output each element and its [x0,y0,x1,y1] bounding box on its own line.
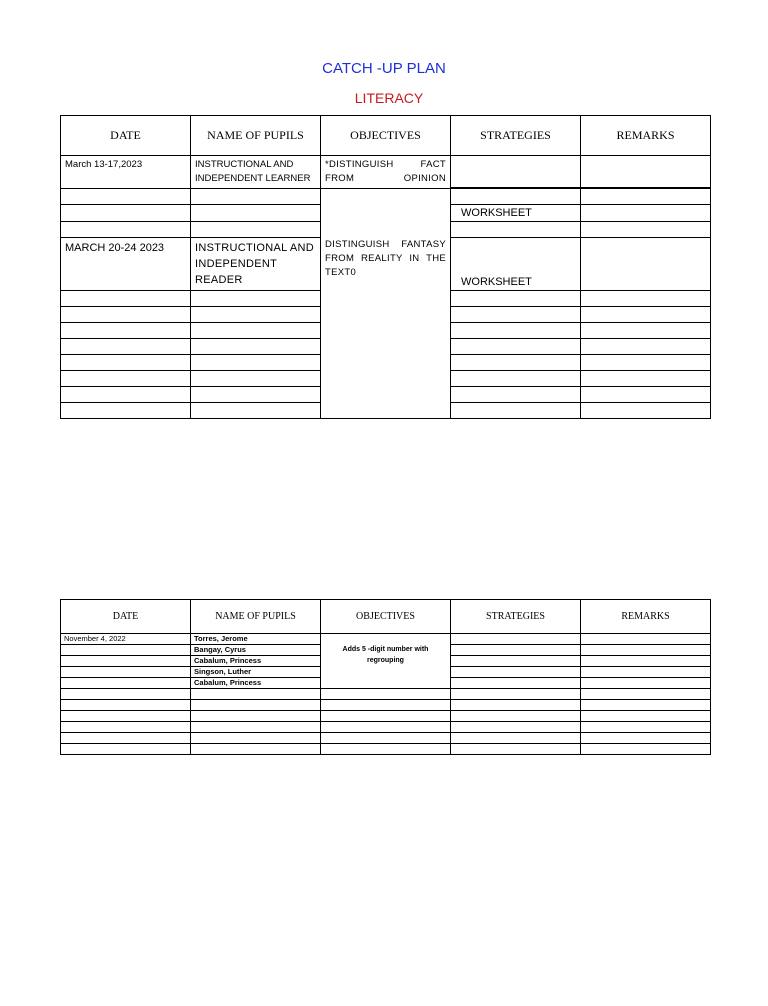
pupils-cell [191,711,321,722]
pupil-name: Cabalum, Princess [191,656,321,667]
pupils-cell: INSTRUCTIONAL AND INDEPENDENT READER [191,238,321,291]
pupils-cell [191,222,321,238]
remarks-cell [581,656,711,667]
pupils-cell [191,722,321,733]
pupils-cell [191,323,321,339]
date-cell [61,678,191,689]
date-cell: November 4, 2022 [61,634,191,645]
remarks-cell [581,667,711,678]
pupil-name: Torres, Jerome [191,634,321,645]
pupils-cell [191,387,321,403]
document-subtitle: LITERACY [354,90,424,106]
remarks-cell [581,678,711,689]
header-date: DATE [61,600,191,634]
catch-up-table-literacy [60,115,711,419]
remarks-cell [581,689,711,700]
catch-up-table-numeracy [60,599,711,755]
remarks-cell [581,222,711,238]
strategy-cell [451,700,581,711]
objective-cell [321,238,451,419]
strategy-cell: WORKSHEET [451,238,581,291]
strategy-cell [451,323,581,339]
date-cell [61,355,191,371]
strategy-cell [451,339,581,355]
pupils-cell [191,403,321,419]
objective-cell [321,189,451,238]
remarks-cell [581,645,711,656]
strategy-cell [451,387,581,403]
strategy-cell [451,156,581,188]
strategy-cell [451,678,581,689]
remarks-cell [581,156,711,188]
remarks-cell [581,733,711,744]
strategy-cell [451,189,581,205]
header-remarks: REMARKS [581,116,711,156]
date-cell [61,291,191,307]
pupils-cell [191,339,321,355]
date-cell [61,700,191,711]
document-title: CATCH -UP PLAN [322,60,446,77]
date-cell [61,339,191,355]
objective-cell [321,689,451,700]
date-cell [61,645,191,656]
header-objectives: OBJECTIVES [321,116,451,156]
strategy-cell [451,222,581,238]
remarks-cell [581,700,711,711]
remarks-cell [581,189,711,205]
date-cell [61,323,191,339]
strategy-cell: WORKSHEET [451,205,581,222]
pupil-name: Cabalum, Princess [191,678,321,689]
remarks-cell [581,711,711,722]
objective-cell: Adds 5 -digit number with regrouping [321,634,451,689]
header-name-of-pupils: NAME OF PUPILS [191,116,321,156]
date-cell [61,189,191,205]
remarks-cell [581,323,711,339]
remarks-cell [581,339,711,355]
pupil-name: Bangay, Cyrus [191,645,321,656]
strategy-cell [451,744,581,755]
objective-cell: *DISTINGUISH FACT FROM OPINION [321,156,451,189]
pupils-cell [191,744,321,755]
pupils-cell [191,733,321,744]
date-cell [61,403,191,419]
remarks-cell [581,403,711,419]
date-cell: MARCH 20-24 2023 [61,238,191,291]
date-cell [61,387,191,403]
remarks-cell [581,634,711,645]
remarks-cell [581,744,711,755]
date-cell [61,744,191,755]
remarks-cell [581,238,711,291]
strategy-cell [451,307,581,323]
objective-cell [321,733,451,744]
pupils-cell [191,291,321,307]
date-cell [61,711,191,722]
header-remarks: REMARKS [581,600,711,634]
objective-cell [321,744,451,755]
remarks-cell [581,307,711,323]
remarks-cell [581,205,711,222]
pupils-cell [191,355,321,371]
strategy-cell [451,722,581,733]
date-cell [61,689,191,700]
objective-cell [321,711,451,722]
header-strategies: STRATEGIES [451,116,581,156]
pupils-cell [191,689,321,700]
remarks-cell [581,355,711,371]
remarks-cell [581,371,711,387]
date-cell: March 13-17,2023 [61,156,191,189]
strategy-cell [451,667,581,678]
date-cell [61,656,191,667]
objective-cell [321,722,451,733]
header-date: DATE [61,116,191,156]
strategy-cell [451,656,581,667]
date-cell [61,722,191,733]
remarks-cell [581,387,711,403]
pupil-name: Singson, Luther [191,667,321,678]
strategy-cell [451,634,581,645]
header-objectives: OBJECTIVES [321,600,451,634]
pupils-cell [191,205,321,222]
date-cell [61,733,191,744]
header-name-of-pupils: NAME OF PUPILS [191,600,321,634]
date-cell [61,222,191,238]
objective-text: DISTINGUISH FANTASY FROM REALITY IN THE TEXT0 [325,238,446,278]
strategy-cell [451,689,581,700]
date-cell [61,371,191,387]
date-cell [61,667,191,678]
pupils-cell [191,189,321,205]
pupils-cell: INSTRUCTIONAL AND INDEPENDENT LEARNER [191,156,321,189]
header-strategies: STRATEGIES [451,600,581,634]
pupils-cell [191,307,321,323]
remarks-cell [581,291,711,307]
strategy-cell [451,403,581,419]
strategy-cell [451,291,581,307]
objective-cell [321,700,451,711]
strategy-cell [451,371,581,387]
pupils-cell [191,371,321,387]
strategy-cell [451,733,581,744]
strategy-cell [451,645,581,656]
pupils-cell [191,700,321,711]
strategy-cell [451,355,581,371]
date-cell [61,205,191,222]
date-cell [61,307,191,323]
remarks-cell [581,722,711,733]
strategy-cell [451,711,581,722]
